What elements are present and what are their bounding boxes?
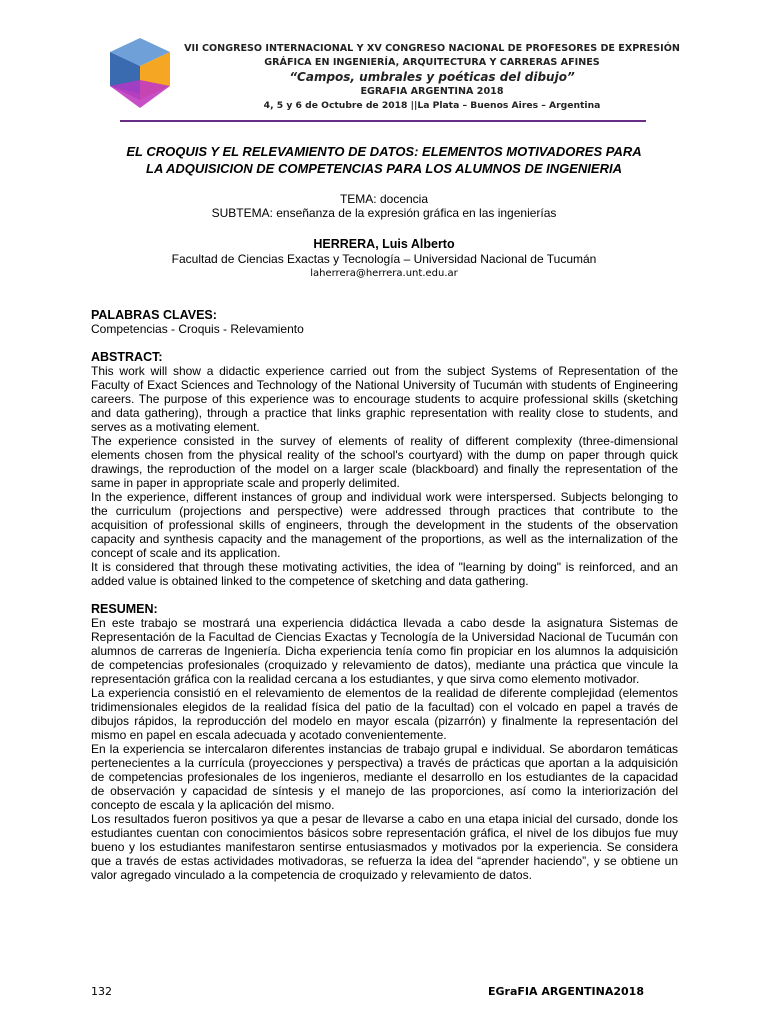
header-line-2: GRÁFICA EN INGENIERÍA, ARQUITECTURA Y CARRERAS AFINES bbox=[264, 57, 600, 68]
footer-brand: EGraFIA ARGENTINA2018 bbox=[487, 985, 644, 998]
header-dates: 4, 5 y 6 de Octubre de 2018 ||La Plata – Buenos Aires – Argentina bbox=[263, 100, 601, 111]
abstract-paragraph: This work will show a didactic experience carried out from the subject Systems of Representation of the Faculty of Exact Sciences and Technology of the National University of Tucumán with students of Engineering careers. The purpose of this experience was to encourage students to acquire professional skills (sketching and data gathering), through a practice that links graphic representation with reality close to students, and serves as a motivating element. bbox=[91, 364, 678, 434]
abstract-paragraph: The experience consisted in the survey of elements of reality of different complexity (three-dimensional elements chosen from the physical reality of the school's courtyard) with the dump on paper through quick drawings, the reproduction of the model on a larger scale (blackboard) and finally the representation of the same in paper in appropriate scale and properly delimited. bbox=[91, 434, 678, 490]
resumen-paragraph: En la experiencia se intercalaron diferentes instancias de trabajo grupal e individual. Se abordaron temáticas pertenecientes a la currícula (proyecciones y perspectiva) a través de prácticas que aportan a la adquisición de competencias profesionales de los ingenieros, mediante el desarrollo en los estudiantes de la capacidad de observación y capacidad de síntesis y el manejo de las proporciones, así como la interiorización del concepto de escala y la aplicación del mismo. bbox=[91, 742, 678, 812]
abstract-section bbox=[91, 350, 678, 588]
author-name: HERRERA, Luis Alberto bbox=[313, 237, 455, 251]
resumen-section bbox=[91, 602, 678, 882]
resumen-paragraph: La experiencia consistió en el relevamiento de elementos de la realidad de diferente complejidad (elementos tridimensionales elegidos de la realidad física del patio de la facultad) con el volcado en papel a través de dibujos rápidos, la reproducción del modelo en mayor escala (pizarrón) y finalmente la representación del mismo en papel en escala adecuada y acotado convenientemente. bbox=[91, 686, 678, 742]
author-block bbox=[80, 236, 688, 281]
author-email[interactable]: laherrera@herrera.unt.edu.ar bbox=[310, 268, 458, 279]
author-affiliation: Facultad de Ciencias Exactas y Tecnología – Universidad Nacional de Tucumán bbox=[171, 252, 597, 266]
resumen-paragraph: En este trabajo se mostrará una experiencia didáctica llevada a cabo desde la asignatura Sistemas de Representación de la Facultad de Ciencias Exactas y Tecnología de la Universidad Nacional de Tucumán con alumnos de carreras de Ingeniería. Dicha experiencia tenía como fin propiciar en los alumnos la adquisición de competencias profesionales (croquizado y relevamiento de datos), mediante una práctica que vincule la representación gráfica con la realidad cercana a los estudiantes, y que sirva como elemento motivador. bbox=[91, 616, 678, 686]
abstract-paragraph: In the experience, different instances of group and individual work were interspersed. Subjects belonging to the curriculum (projections and perspective) were addressed through practices that contribute to the acquisition of professional skills of engineers, through the development in the students of the observation capacity and synthesis capacity and the management of the proportions, as well as the internalization of the concept of scale and its application. bbox=[91, 490, 678, 560]
header-line-1: VII CONGRESO INTERNACIONAL Y XV CONGRESO NACIONAL DE PROFESORES DE EXPRESIÓN bbox=[184, 43, 680, 54]
keywords-section bbox=[91, 308, 678, 336]
header-event-name: EGRAFIA ARGENTINA 2018 bbox=[360, 86, 504, 97]
keywords-heading: PALABRAS CLAVES: bbox=[91, 308, 217, 322]
conference-header bbox=[180, 42, 684, 113]
abstract-heading: ABSTRACT: bbox=[91, 350, 163, 364]
header-divider bbox=[120, 120, 646, 122]
paper-title bbox=[80, 143, 688, 177]
title-line-1: EL CROQUIS Y EL RELEVAMIENTO DE DATOS: ELEMENTOS MOTIVADORES PARA bbox=[126, 144, 642, 159]
title-line-2: LA ADQUISICION DE COMPETENCIAS PARA LOS ALUMNOS DE INGENIERIA bbox=[146, 161, 622, 176]
resumen-heading: RESUMEN: bbox=[91, 602, 158, 616]
congress-logo-icon bbox=[100, 34, 180, 114]
resumen-paragraph: Los resultados fueron positivos ya que a pesar de llevarse a cabo en una etapa inicial del cursado, donde los estudiantes cuentan con conocimientos básicos sobre representación gráfica, el nivel de los dibujos fue muy bueno y los estudiantes manifestaron sentirse entusiasmados y motivados por la experiencia. Se considera que a través de estas actividades motivadoras, se refuerza la idea del “aprender haciendo”, y se obtiene un valor agregado vinculado a la competencia de croquizado y relevamiento de datos. bbox=[91, 812, 678, 882]
abstract-paragraph: It is considered that through these motivating activities, the idea of "learning by doing" is reinforced, and an added value is obtained linked to the competence of sketching and data gathering. bbox=[91, 560, 678, 588]
subtema: SUBTEMA: enseñanza de la expresión gráfica en las ingenierías bbox=[211, 206, 557, 220]
header-motto: “Campos, umbrales y poéticas del dibujo” bbox=[289, 70, 575, 84]
keywords-text: Competencias - Croquis - Relevamiento bbox=[91, 322, 304, 336]
topic-block bbox=[80, 192, 688, 220]
tema: TEMA: docencia bbox=[339, 192, 429, 206]
page-number: 132 bbox=[91, 985, 112, 998]
